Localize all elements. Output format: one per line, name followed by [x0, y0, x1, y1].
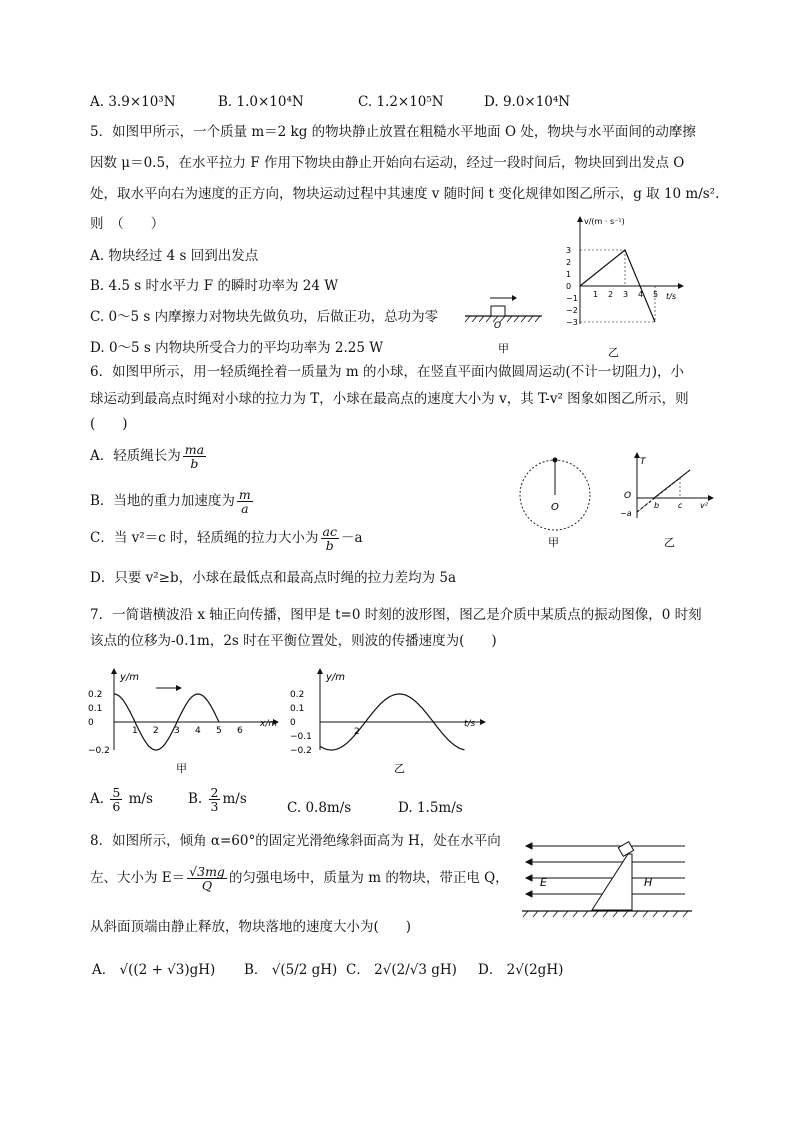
q5-line-2: 因数 μ＝0.5，在水平拉力 F 作用下物块由静止开始向右运动，经过一段时间后，物块回到出发点 O [90, 155, 685, 171]
q6-line-3: ( ) [90, 416, 128, 432]
vib-ylabel: y/m [326, 672, 346, 683]
vt-xtick-label: 1 [593, 290, 599, 299]
vt-xtick-label: 5 [653, 290, 659, 299]
q7-vibration-graph [290, 668, 490, 778]
q6-option-c: C．当 v²＝c 时，轻质绳的拉力大小为 $\frac{ac}{b}$ －a [90, 524, 363, 554]
wave-fig-label: 甲 [176, 762, 187, 775]
ball-icon [553, 458, 558, 463]
q8-line-1: 8．如图所示，倾角 α=60°的固定光滑绝缘斜面高为 H，处在水平向 [90, 833, 501, 849]
q8-option-a: A． √((2 + √3)gH) [92, 962, 216, 978]
circle-center-label: O [551, 502, 559, 513]
wave-ytick-label: 0.1 [88, 704, 103, 714]
q5-line-4: 则 （ ） [90, 216, 165, 232]
tv2-c-label: c [678, 501, 683, 510]
vt-ytick-label: 2 [566, 258, 572, 267]
q5-vt-graph [560, 214, 690, 364]
q5-option-c: C. 0～5 s 内摩擦力对物块先做负功，后做正功，总功为零 [90, 309, 439, 325]
q8-line-3: 从斜面顶端由静止释放，物块落地的速度大小为( ) [90, 919, 412, 935]
point-o-label: O [494, 321, 502, 331]
wave-xlabel: x/m [260, 719, 278, 729]
q7-option-d: D. 1.5m/s [398, 800, 463, 816]
vib-fig-label: 乙 [394, 762, 405, 775]
q4-option-d: D. 9.0×10⁴N [484, 94, 571, 110]
wave-ylabel: y/m [120, 672, 140, 683]
fig-jia-label: 甲 [498, 342, 509, 355]
q4-option-c: C. 1.2×10⁵N [358, 94, 444, 110]
wave-xtick-label: 6 [237, 726, 243, 736]
tv2-v2-label: v² [700, 501, 708, 510]
wave-ytick-label: 0 [88, 718, 94, 728]
q6-tv2-graph [620, 450, 720, 550]
q5-figure-jia [460, 292, 550, 362]
q6-option-a: A．轻质绳长为 $\frac{ma}{b}$ [90, 442, 205, 472]
wave-xtick-label: 2 [153, 726, 159, 736]
q5-option-d: D. 0～5 s 内物块所受合力的平均功率为 2.25 W [90, 340, 384, 356]
q7-line-1: 7．一简谐横波沿 x 轴正向传播，图甲是 t=0 时刻的波形图，图乙是介质中某质点的振动图像，0 时刻 [90, 607, 702, 623]
q8-option-d: D． 2√(2gH) [478, 962, 564, 978]
q6-line-1: 6．如图甲所示，用一轻质绳拴着一质量为 m 的小球，在竖直平面内做圆周运动(不计一切阻力)，小 [90, 364, 685, 380]
vt-xtick-label: 2 [608, 290, 614, 299]
vt-ytick-label: −2 [566, 306, 578, 315]
vib-ytick-label: 0 [290, 718, 296, 728]
q8-figure [520, 836, 700, 926]
vib-ytick-label: 0.2 [290, 690, 305, 700]
tv2-a-label: −a [620, 509, 632, 518]
wave-xtick-label: 5 [216, 726, 222, 736]
vib-ytick-label: 0.1 [290, 704, 305, 714]
q6-line-2: 球运动到最高点时绳对小球的拉力为 T，小球在最高点的速度大小为 v，其 T-v² 图象如图乙所示，则 [90, 391, 689, 407]
vt-ylabel: v/(m · s⁻¹) [584, 217, 625, 226]
wave-xtick-label: 1 [132, 726, 138, 736]
q8-option-c: C． 2√(2/√3 gH) [346, 962, 457, 978]
wave-ytick-label: −0.2 [88, 746, 110, 756]
vib-xtick: 2 [354, 727, 360, 737]
block [491, 306, 505, 316]
tv2-b-label: b [654, 501, 660, 510]
fig-jia-label-q6: 甲 [548, 536, 559, 549]
tv2-T-label: T [640, 457, 646, 467]
vt-xtick-label: 3 [623, 290, 629, 299]
q5-line-1: 5．如图甲所示，一个质量 m＝2 kg 的物块静止放置在粗糙水平地面 O 处，物块与水平面间的动摩擦 [90, 124, 696, 140]
vt-xtick-label: 4 [638, 290, 644, 299]
q7-wave-graph [88, 668, 288, 778]
q4-option-a: A. 3.9×10³N [90, 94, 176, 110]
tv2-O-label: O [624, 491, 632, 501]
q7-option-b: B. $\frac{2}{3}$ m/s [188, 785, 247, 815]
wave-xtick-label: 4 [195, 726, 201, 736]
vt-ytick-label: −3 [566, 318, 578, 327]
vib-xlabel: t/s [464, 719, 476, 729]
fig-yi-label-q6: 乙 [664, 536, 675, 549]
vt-ytick-label: −1 [566, 294, 578, 303]
vt-ytick-label: 3 [566, 246, 572, 255]
q6-figure-jia [512, 450, 602, 550]
fig-yi-label: 乙 [608, 346, 619, 359]
q5-option-b: B. 4.5 s 时水平力 F 的瞬时功率为 24 W [90, 278, 339, 294]
vt-ytick-label: 0 [566, 282, 572, 291]
q7-option-a: A. $\frac{5}{6}$ m/s [90, 785, 153, 815]
q6-option-b: B．当地的重力加速度为 $\frac{m}{a}$ [90, 487, 251, 517]
vt-xlabel: t/s [666, 292, 676, 301]
height-H-label: H [644, 876, 653, 889]
wave-ytick-label: 0.2 [88, 690, 103, 700]
vt-ytick-label: 1 [566, 270, 572, 279]
q6-option-d: D．只要 v²≥b，小球在最低点和最高点时绳的拉力差均为 5a [90, 570, 457, 586]
q4-option-b: B. 1.0×10⁴N [218, 94, 304, 110]
q5-option-a: A. 物块经过 4 s 回到出发点 [90, 248, 259, 264]
field-E-label: E [540, 876, 547, 889]
q5-line-3: 处，取水平向右为速度的正方向，物块运动过程中其速度 v 随时间 t 变化规律如图乙所示，g 取 10 m/s². [90, 186, 720, 202]
vib-ytick-label: −0.1 [290, 732, 312, 742]
vib-ytick-label: −0.2 [290, 746, 312, 756]
q8-line-2: 左、大小为 E＝ $\frac{√3mg}{Q}$ 的匀强电场中，质量为 m 的物块，带正电 Q， [90, 864, 509, 894]
q8-option-b: B． √(5/2 gH) [244, 962, 338, 978]
q7-line-2: 该点的位移为-0.1m，2s 时在平衡位置处，则波的传播速度为( ) [90, 633, 497, 649]
wave-xtick-label: 3 [174, 726, 180, 736]
q7-option-c: C. 0.8m/s [287, 800, 352, 816]
